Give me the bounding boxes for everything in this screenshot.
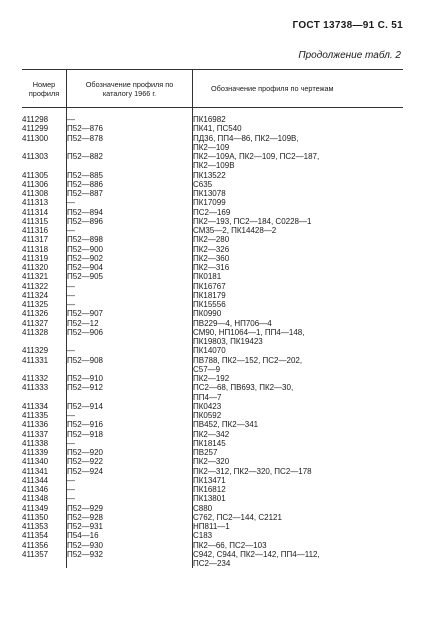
catalog-designation: П52—906 [67, 328, 193, 347]
drawing-designation-line: ПВ257 [193, 448, 218, 457]
drawing-designation-line: ПК17099 [193, 198, 226, 208]
catalog-designation: — [67, 198, 193, 207]
table-row [22, 208, 403, 217]
catalog-designation: — [67, 115, 193, 124]
catalog-designation: П52—914 [67, 402, 193, 411]
table-row [22, 309, 403, 318]
catalog-designation: — [67, 476, 193, 485]
table-row [22, 541, 403, 550]
drawing-designation-line: ПК14070 [193, 346, 226, 356]
catalog-designation: П52—924 [67, 467, 193, 476]
table-row [22, 374, 403, 383]
profile-number: 411298 [22, 115, 49, 124]
profile-number: 411321 [22, 272, 49, 282]
table-row [22, 402, 403, 411]
drawing-designation [193, 171, 404, 180]
drawing-designation [193, 402, 404, 411]
drawing-designation-line: ПК16767 [193, 281, 226, 291]
profile-number: 411324 [22, 290, 49, 300]
profile-number: 411334 [22, 401, 49, 411]
profile-number: 411338 [22, 438, 49, 448]
catalog-designation: П52—12 [67, 319, 193, 328]
profile-number: 411344 [22, 475, 49, 485]
catalog-designation: П52—904 [67, 263, 193, 272]
catalog-designation: П52—908 [67, 356, 193, 375]
drawing-designation-line: С942, С944, ПК2—142, ПП4—112, [193, 549, 320, 559]
drawing-designation-line: ПК18179 [193, 290, 226, 300]
table-row [22, 411, 403, 420]
catalog-designation: П52—905 [67, 272, 193, 281]
catalog-designation: П52—887 [67, 189, 193, 198]
drawing-designation [193, 541, 404, 550]
table-row [22, 263, 403, 272]
drawing-designation-line: ПК2—320 [193, 457, 230, 467]
profile-number: 411357 [22, 549, 49, 559]
drawing-designation-line: ПВ452, ПК2—341 [193, 420, 259, 430]
drawing-designation-line: ПК15556 [193, 300, 226, 309]
table-row [22, 504, 403, 513]
catalog-designation: — [67, 300, 193, 309]
catalog-designation: П52—929 [67, 504, 193, 513]
drawing-designation-line: С880 [193, 503, 213, 513]
catalog-designation: П52—920 [67, 448, 193, 457]
catalog-designation: П52—916 [67, 420, 193, 429]
catalog-designation: П52—930 [67, 541, 193, 550]
catalog-designation: — [67, 346, 193, 355]
table-row [22, 420, 403, 429]
table-row [22, 356, 403, 375]
table-row [22, 134, 403, 153]
table-row [22, 245, 403, 254]
drawing-designation-line: ПК2—193, ПС2—184, С0228—1 [193, 216, 312, 226]
catalog-designation: П52—900 [67, 245, 193, 254]
drawing-designation-line: ПК0423 [193, 401, 222, 411]
table-row [22, 328, 403, 347]
profile-number: 411337 [22, 429, 49, 439]
catalog-designation: П52—928 [67, 513, 193, 522]
profile-number: 411322 [22, 281, 49, 291]
drawing-designation [193, 346, 404, 355]
table-row [22, 282, 403, 291]
catalog-designation: П52—907 [67, 309, 193, 318]
drawing-designation-line: С762, ПС2—144, С2121 [193, 512, 282, 522]
drawing-designation [193, 430, 404, 439]
profile-number: 411348 [22, 494, 49, 504]
table-row [22, 115, 403, 124]
profile-number: 411346 [22, 485, 49, 494]
drawing-designation [193, 485, 404, 494]
table-row [22, 467, 403, 476]
drawing-designation-line: ПК18145 [193, 438, 226, 448]
table-header-row [22, 70, 403, 108]
drawing-designation [193, 198, 404, 207]
table-row [22, 254, 403, 263]
drawing-designation-line: ПК2—312, ПК2—320, ПС2—178 [193, 466, 312, 476]
drawing-designation [193, 254, 404, 263]
drawing-designation-line: ПС2—68, ПВ693, ПК2—30, [193, 383, 294, 393]
table-row [22, 217, 403, 226]
profile-number: 411354 [22, 531, 49, 541]
catalog-designation: — [67, 485, 193, 494]
table-row [22, 235, 403, 244]
profile-number: 411326 [22, 309, 49, 319]
drawing-designation-line: ПК0181 [193, 272, 222, 282]
table-row [22, 494, 403, 503]
table-row [22, 457, 403, 466]
catalog-designation: П52—878 [67, 134, 193, 153]
drawing-designation [193, 134, 404, 153]
drawing-designation [193, 272, 404, 281]
drawing-designation [193, 189, 404, 198]
drawing-designation [193, 467, 404, 476]
table-row [22, 272, 403, 281]
profile-number: 411336 [22, 420, 49, 430]
table-row [22, 485, 403, 494]
drawing-designation [193, 291, 404, 300]
catalog-designation: П52—918 [67, 430, 193, 439]
drawing-designation [193, 208, 404, 217]
drawing-designation [193, 448, 404, 457]
catalog-designation: — [67, 439, 193, 448]
drawing-designation-line: ПК2—109 [193, 142, 230, 152]
drawing-designation [193, 217, 404, 226]
drawing-designation-line: ПК16982 [193, 115, 226, 124]
drawing-designation [193, 531, 404, 540]
drawing-designation [193, 504, 404, 513]
catalog-designation: П52—910 [67, 374, 193, 383]
table-continuation-label: Продолжение табл. 2 [298, 50, 401, 61]
drawing-designation [193, 420, 404, 429]
drawing-designation [193, 124, 404, 133]
profile-number: 411320 [22, 263, 49, 272]
drawing-designation-line: ПК0990 [193, 309, 222, 319]
drawing-designation-line: С635 [193, 179, 213, 189]
profile-number: 411306 [22, 179, 49, 189]
table-row [22, 550, 403, 569]
drawing-designation [193, 263, 404, 272]
profile-number: 411335 [22, 411, 49, 420]
drawing-designation-line: С183 [193, 531, 213, 541]
profile-number: 411341 [22, 466, 49, 476]
drawing-designation-line: ПК2—326 [193, 244, 230, 254]
profile-number: 411328 [22, 327, 49, 337]
table-row [22, 198, 403, 207]
drawing-designation-line: ПК2—66, ПС2—103 [193, 540, 267, 550]
profile-number: 411353 [22, 522, 49, 531]
catalog-designation: — [67, 494, 193, 503]
drawing-designation-line: ПК13522 [193, 170, 226, 180]
profile-table [22, 69, 403, 568]
profile-number: 411333 [22, 383, 49, 393]
profile-number: 411325 [22, 300, 49, 309]
catalog-designation: П52—896 [67, 217, 193, 226]
drawing-designation [193, 300, 404, 309]
drawing-designation-line: ПП4—7 [193, 392, 222, 402]
profile-number: 411300 [22, 133, 49, 143]
drawing-designation-line: ПК2—109А, ПК2—109, ПС2—187, [193, 152, 320, 161]
profile-number: 411317 [22, 235, 49, 245]
drawing-designation [193, 411, 404, 420]
catalog-designation: — [67, 282, 193, 291]
catalog-designation: П52—882 [67, 152, 193, 171]
column-header-drawing: Обозначение профиля по чертежам [193, 70, 404, 108]
drawing-designation [193, 374, 404, 383]
drawing-designation [193, 245, 404, 254]
profile-number: 411349 [22, 503, 49, 513]
profile-number: 411339 [22, 448, 49, 457]
drawing-designation [193, 494, 404, 503]
drawing-designation [193, 513, 404, 522]
catalog-designation: П52—894 [67, 208, 193, 217]
standard-header: ГОСТ 13738—91 С. 51 [292, 20, 403, 31]
catalog-designation: — [67, 411, 193, 420]
drawing-designation [193, 180, 404, 189]
profile-number: 411315 [22, 216, 49, 226]
drawing-designation [193, 522, 404, 531]
profile-number: 411332 [22, 374, 49, 383]
drawing-designation-line: ПС2—234 [193, 559, 231, 568]
table-row [22, 291, 403, 300]
drawing-designation-line: ПС2—169 [193, 207, 231, 217]
table-row [22, 448, 403, 457]
table-row [22, 439, 403, 448]
drawing-designation [193, 115, 404, 124]
profile-number: 411305 [22, 170, 49, 180]
table-row [22, 300, 403, 309]
drawing-designation [193, 476, 404, 485]
catalog-designation: П52—931 [67, 522, 193, 531]
drawing-designation-line: ПК2—280 [193, 235, 230, 245]
table-row [22, 522, 403, 531]
profile-number: 411316 [22, 226, 49, 235]
table-row [22, 346, 403, 355]
catalog-designation: П52—876 [67, 124, 193, 133]
drawing-designation-line: ПК16812 [193, 485, 226, 494]
profile-number: 411327 [22, 318, 49, 328]
table-row [22, 319, 403, 328]
drawing-designation [193, 457, 404, 466]
catalog-designation: П52—898 [67, 235, 193, 244]
profile-number: 411340 [22, 457, 49, 467]
catalog-designation: П52—922 [67, 457, 193, 466]
drawing-designation-line: ПК2—316 [193, 263, 230, 272]
profile-number: 411350 [22, 512, 49, 522]
table-row [22, 513, 403, 522]
table-row [22, 476, 403, 485]
drawing-designation-line: С57—9 [193, 364, 221, 374]
catalog-designation: П52—902 [67, 254, 193, 263]
catalog-designation: П54—16 [67, 531, 193, 540]
column-header-catalog: Обозначение профиля по каталогу 1966 г. [67, 70, 193, 108]
profile-number: 411303 [22, 152, 49, 161]
drawing-designation-line: ПВ229—4, НП706—4 [193, 318, 272, 328]
table-row [22, 180, 403, 189]
drawing-designation [193, 550, 404, 569]
drawing-designation-line: ПК19803, ПК19423 [193, 337, 263, 346]
drawing-designation-line: ПК2—342 [193, 429, 230, 439]
profile-number: 411313 [22, 198, 49, 208]
table-row [22, 124, 403, 133]
drawing-designation [193, 235, 404, 244]
drawing-designation-line: ПК13078 [193, 189, 226, 198]
table-row [22, 383, 403, 402]
drawing-designation-line: ПД36, ПП4—86, ПК2—109В, [193, 133, 299, 143]
drawing-designation-line: НП811—1 [193, 522, 230, 531]
table-row [22, 226, 403, 235]
drawing-designation-line: ПК2—192 [193, 374, 230, 383]
drawing-designation-line: ПК2—109В [193, 161, 235, 171]
column-header-number: Номер профиля [22, 70, 67, 108]
profile-number: 411299 [22, 124, 49, 134]
drawing-designation-line: ПВ788, ПК2—152, ПС2—202, [193, 355, 303, 365]
catalog-designation: — [67, 226, 193, 235]
drawing-designation-line: ПК0592 [193, 411, 222, 420]
drawing-designation [193, 152, 404, 171]
drawing-designation [193, 439, 404, 448]
profile-number: 411331 [22, 355, 49, 365]
drawing-designation [193, 319, 404, 328]
catalog-designation: П52—912 [67, 383, 193, 402]
drawing-designation-line: ПК13471 [193, 475, 226, 485]
table-row [22, 430, 403, 439]
drawing-designation-line: ПК13801 [193, 494, 226, 504]
profile-number: 411314 [22, 207, 49, 217]
catalog-designation: П52—885 [67, 171, 193, 180]
drawing-designation [193, 282, 404, 291]
catalog-designation: П52—932 [67, 550, 193, 569]
profile-number: 411318 [22, 244, 49, 254]
profile-number: 411329 [22, 346, 49, 356]
drawing-designation [193, 383, 404, 402]
catalog-designation: П52—886 [67, 180, 193, 189]
drawing-designation-line: ПК2—360 [193, 253, 230, 263]
drawing-designation-line: СМ35—2, ПК14428—2 [193, 226, 277, 235]
profile-number: 411356 [22, 540, 49, 550]
drawing-designation [193, 309, 404, 318]
drawing-designation-line: СМ90, НП1064—1, ПП4—148, [193, 327, 305, 337]
profile-number: 411319 [22, 253, 49, 263]
drawing-designation [193, 328, 404, 347]
table-row [22, 531, 403, 540]
drawing-designation [193, 226, 404, 235]
profile-number: 411308 [22, 189, 49, 198]
table-row [22, 189, 403, 198]
drawing-designation [193, 356, 404, 375]
table-row [22, 171, 403, 180]
catalog-designation: — [67, 291, 193, 300]
table-row [22, 152, 403, 171]
drawing-designation-line: ПК41, ПС540 [193, 124, 242, 134]
